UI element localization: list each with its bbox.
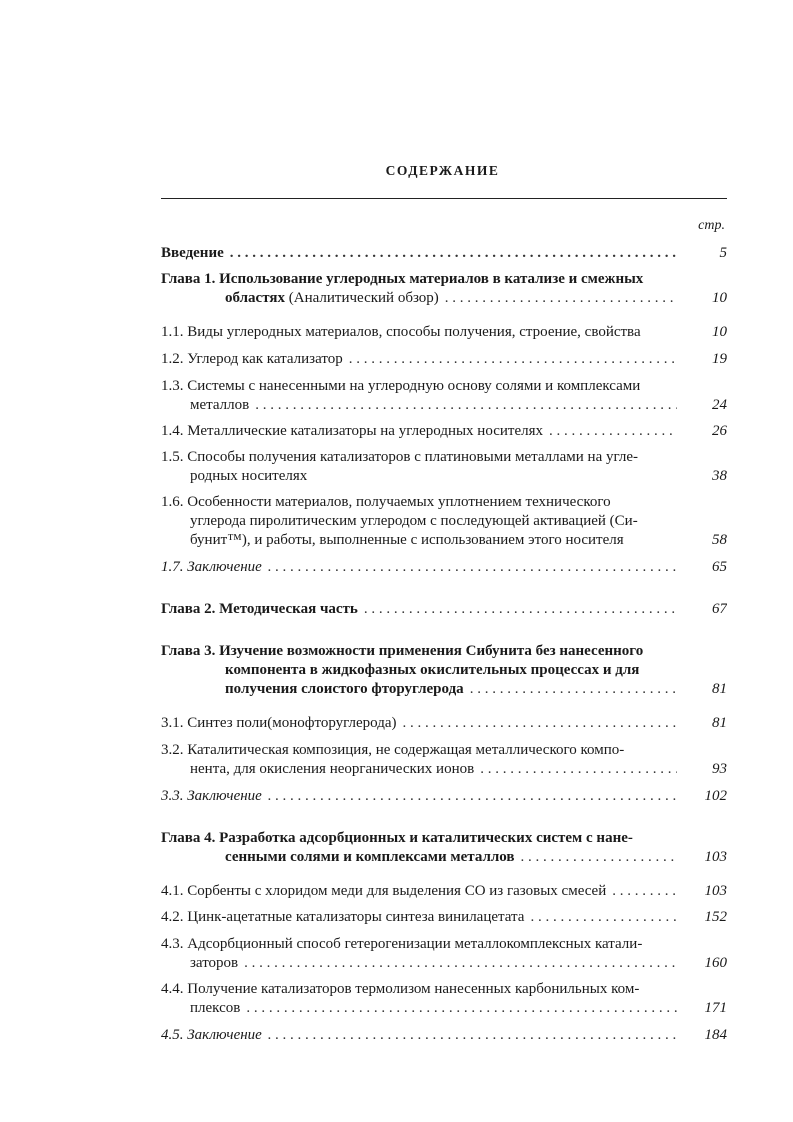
toc-entry-1-3[interactable] xyxy=(161,377,727,415)
toc-entry-title-cont: областях (Аналитический обзор) xyxy=(225,290,439,306)
toc-entry-title: 3.3. Заключение xyxy=(161,788,262,804)
page-title: СОДЕРЖАНИЕ xyxy=(385,163,500,178)
toc-entry-4-4[interactable] xyxy=(161,980,727,1018)
toc-entry-title: 1.3. Системы с нанесенными на углеродную основу солями и комплексами xyxy=(161,378,641,394)
toc-entry-intro[interactable] xyxy=(161,244,727,263)
toc-entry-chapter-4[interactable] xyxy=(161,829,727,867)
leader-dots xyxy=(397,714,677,733)
toc-page-number: 93 xyxy=(712,761,727,777)
toc-entry-title: Введение xyxy=(161,245,224,261)
toc-entry-1-1[interactable] xyxy=(161,323,727,342)
toc-page-number: 5 xyxy=(719,245,727,261)
toc-entry-4-1[interactable] xyxy=(161,882,727,901)
toc-entry-3-2[interactable] xyxy=(161,741,727,779)
toc-page-number: 38 xyxy=(712,468,727,484)
toc-entry-1-6[interactable] xyxy=(161,493,727,550)
toc-entry-4-2[interactable] xyxy=(161,908,727,927)
toc-entry-title-cont: заторов xyxy=(190,955,239,971)
page-column-label: стр. xyxy=(698,218,725,233)
toc-entry-chapter-2[interactable] xyxy=(161,600,727,619)
leader-dots xyxy=(606,882,677,901)
toc-entry-1-2[interactable] xyxy=(161,350,727,369)
toc-page-number: 10 xyxy=(712,324,727,340)
toc-entry-title: Глава 4. Разработка адсорбционных и каталитических систем с нане- xyxy=(161,830,633,846)
leader-dots xyxy=(474,760,677,779)
leader-dots xyxy=(249,396,677,415)
toc-entry-title: 4.3. Адсорбционный способ гетерогенизации металлокомплексных катали- xyxy=(161,936,643,952)
toc-entry-title-cont: нента, для окисления неорганических ионов xyxy=(190,761,475,777)
toc-entry-title-cont: сенными солями и комплексами металлов xyxy=(225,849,515,865)
toc-entry-1-4[interactable] xyxy=(161,422,727,441)
toc-page-number: 67 xyxy=(712,601,727,617)
toc-entry-title-cont: плексов xyxy=(190,1000,241,1016)
toc-page-number: 102 xyxy=(704,788,727,804)
toc-entry-title: Глава 1. Использование углеродных материалов в катализе и смежных xyxy=(161,271,644,287)
toc-page-number: 184 xyxy=(704,1027,727,1043)
toc-page-number: 58 xyxy=(712,532,727,548)
toc-page-number: 65 xyxy=(712,559,727,575)
toc-entry-1-7[interactable] xyxy=(161,558,727,577)
toc-page-number: 19 xyxy=(712,351,727,367)
toc-entry-title: 1.1. Виды углеродных материалов, способы получения, строение, свойства xyxy=(161,324,641,340)
toc-page-number: 103 xyxy=(704,883,727,899)
toc-entry-3-1[interactable] xyxy=(161,714,727,733)
leader-dots xyxy=(262,787,677,806)
toc-entry-1-5[interactable] xyxy=(161,448,727,486)
toc-page-number: 171 xyxy=(704,1000,727,1016)
toc-entry-4-3[interactable] xyxy=(161,935,727,973)
toc-entry-4-5[interactable] xyxy=(161,1026,727,1045)
leader-dots xyxy=(358,600,677,619)
leader-dots xyxy=(262,558,677,577)
toc-entry-title: 1.5. Способы получения катализаторов с платиновыми металлами на угле- xyxy=(161,449,639,465)
toc-page-number: 152 xyxy=(704,909,727,925)
toc-entry-title-cont: компонента в жидкофазных окислительных процессах и для xyxy=(225,662,640,678)
toc-page-number: 103 xyxy=(704,849,727,865)
toc-entry-title-cont: бунит™), и работы, выполненные с использованием этого носителя xyxy=(190,532,624,548)
leader-dots xyxy=(464,680,677,699)
toc-entry-title: 3.1. Синтез поли(монофторуглерода) xyxy=(161,715,397,731)
leader-dots xyxy=(262,1026,677,1045)
toc-entry-title: 4.1. Сорбенты с хлоридом меди для выделения СО из газовых смесей xyxy=(161,883,607,899)
leader-dots xyxy=(224,244,677,263)
leader-dots xyxy=(238,954,677,973)
leader-dots xyxy=(524,908,677,927)
title-divider xyxy=(161,198,727,199)
toc-entry-title: 3.2. Каталитическая композиция, не содержащая металлического компо- xyxy=(161,742,625,758)
toc-entry-title: 4.2. Цинк-ацетатные катализаторы синтеза винилацетата xyxy=(161,909,525,925)
toc-entry-title: Глава 3. Изучение возможности применения Сибунита без нанесенного xyxy=(161,643,644,659)
toc-entry-chapter-1[interactable] xyxy=(161,270,727,308)
toc-page-number: 24 xyxy=(712,397,727,413)
toc-entry-title-cont: углерода пиролитическим углеродом с последующей активацией (Си- xyxy=(190,513,638,529)
toc-page-number: 10 xyxy=(712,290,727,306)
toc-entry-title-cont: получения слоистого фторуглерода xyxy=(225,681,464,697)
toc-page-number: 81 xyxy=(712,681,727,697)
toc-entry-chapter-3[interactable] xyxy=(161,642,727,699)
toc-entry-title-cont: металлов xyxy=(190,397,250,413)
leader-dots xyxy=(515,848,677,867)
toc-entry-3-3[interactable] xyxy=(161,787,727,806)
toc-entry-title: 1.6. Особенности материалов, получаемых уплотнением технического xyxy=(161,494,611,510)
toc-entry-title: 4.5. Заключение xyxy=(161,1027,262,1043)
toc-page-number: 26 xyxy=(712,423,727,439)
leader-dots xyxy=(543,422,677,441)
toc-page-number: 160 xyxy=(704,955,727,971)
toc-entry-title: 1.2. Углерод как катализатор xyxy=(161,351,343,367)
toc-entry-title: 1.4. Металлические катализаторы на углеродных носителях xyxy=(161,423,543,439)
toc-entry-title: 4.4. Получение катализаторов термолизом нанесенных карбонильных ком- xyxy=(161,981,640,997)
leader-dots xyxy=(343,350,677,369)
leader-dots xyxy=(439,289,677,308)
toc-entry-title: Глава 2. Методическая часть xyxy=(161,601,358,617)
leader-dots xyxy=(240,999,677,1018)
toc-entry-title: 1.7. Заключение xyxy=(161,559,262,575)
toc-page-number: 81 xyxy=(712,715,727,731)
toc-entry-title-cont: родных носителях xyxy=(190,468,308,484)
